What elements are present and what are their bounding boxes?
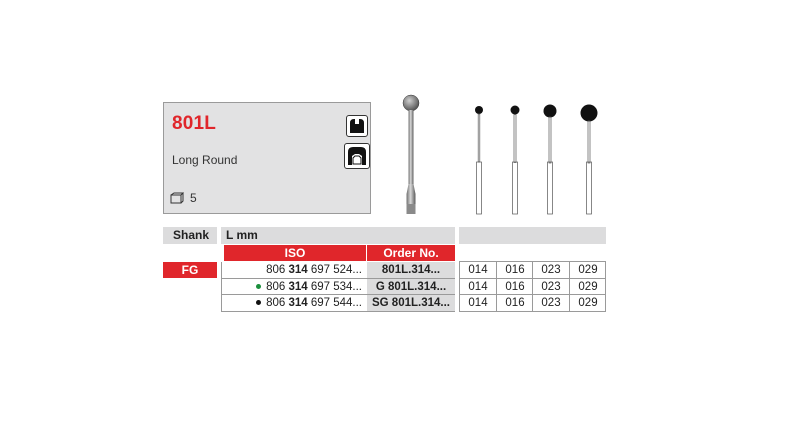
size-023-row-3: 023 bbox=[541, 297, 561, 309]
table-border bbox=[221, 262, 222, 312]
pack-quantity-value: 5 bbox=[190, 191, 197, 205]
size-016-row-1: 016 bbox=[505, 264, 525, 276]
product-code: 801L bbox=[172, 113, 217, 134]
row-divider bbox=[221, 311, 455, 312]
bur-size-029-silhouette bbox=[579, 104, 599, 216]
bur-size-016-silhouette bbox=[508, 104, 522, 216]
shank-type-badge: FG bbox=[163, 262, 217, 278]
bur-size-014-silhouette bbox=[472, 104, 486, 216]
product-name: Long Round bbox=[172, 153, 238, 167]
iso-number-row-3: 806 314 697 544... bbox=[224, 295, 366, 311]
size-029-row-1: 029 bbox=[578, 264, 598, 276]
order-number-header: Order No. bbox=[367, 245, 455, 261]
crown-preparation-icon bbox=[346, 115, 368, 137]
size-014-row-3: 014 bbox=[468, 297, 488, 309]
iso-number-row-2: 806 314 697 534... bbox=[224, 279, 366, 295]
bur-size-023-silhouette bbox=[542, 104, 558, 216]
green-dot-icon bbox=[256, 284, 261, 289]
order-number-row-2: G 801L.314... bbox=[367, 279, 455, 295]
size-023-row-2: 023 bbox=[541, 281, 561, 293]
size-016-row-2: 016 bbox=[505, 281, 525, 293]
sizes-header-band bbox=[459, 227, 606, 244]
crown-cavity-icon bbox=[344, 143, 370, 169]
black-dot-icon bbox=[256, 300, 261, 305]
shank-header: Shank bbox=[163, 227, 217, 244]
product-card bbox=[163, 102, 371, 214]
pack-quantity bbox=[170, 191, 197, 205]
order-number-row-1: 801L.314... bbox=[367, 262, 455, 278]
size-016-row-3: 016 bbox=[505, 297, 525, 309]
size-029-row-3: 029 bbox=[578, 297, 598, 309]
iso-number-row-1: 806 314 697 524... bbox=[266, 264, 362, 276]
package-icon bbox=[170, 192, 184, 204]
size-029-row-2: 029 bbox=[578, 281, 598, 293]
iso-header: ISO bbox=[224, 245, 366, 261]
bur-main-image bbox=[398, 94, 424, 216]
row-divider bbox=[221, 294, 455, 295]
size-014-row-2: 014 bbox=[468, 281, 488, 293]
size-023-row-1: 023 bbox=[541, 264, 561, 276]
order-number-row-3: SG 801L.314... bbox=[367, 295, 455, 311]
size-014-row-1: 014 bbox=[468, 264, 488, 276]
row-divider bbox=[221, 278, 455, 279]
length-header: L mm bbox=[221, 227, 455, 244]
